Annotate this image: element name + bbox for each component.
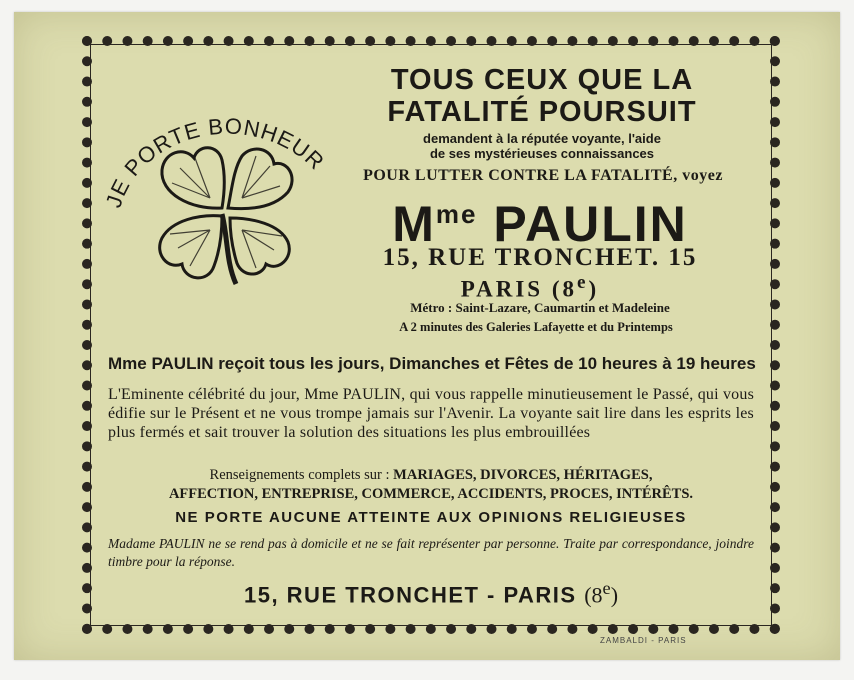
subheadline-line-2: de ses mystérieuses connaissances [429, 146, 655, 161]
seer-surname: PAULIN [493, 196, 688, 252]
services-lead: Renseignements complets sur : [209, 467, 394, 483]
headline [332, 64, 752, 128]
pour-lutter-line: POUR LUTTER CONTRE LA FATALITÉ, voyez [363, 167, 723, 184]
footer-arrondissement-close: ) [610, 582, 619, 608]
arrondissement-open: (8 [551, 276, 578, 302]
services-line-1: MARIAGES, DIVORCES, HÉRITAGES, [393, 467, 653, 483]
footer-arrondissement-open: (8 [584, 582, 603, 608]
charm-text: JE PORTE BONHEUR [100, 113, 330, 211]
footer-arrondissement-sup: e [602, 578, 611, 598]
seer-name [340, 186, 740, 252]
seer-address: 15, RUE TRONCHET. 15 [382, 244, 698, 271]
subheadline-line-1: demandent à la réputée voyante, l'aide [423, 131, 661, 146]
headline-line-2: FATALITÉ POURSUIT [387, 96, 697, 128]
description-paragraph: L'Eminente célébrité du jour, Mme PAULIN, qui vous rappelle minutieusement le Passé, qui vous édifie sur le Présent et ne vous trompe jamais sur l'Avenir. La voyante sait lire dans les esprits les plus fermés et sait trouver la solution des situations les plus embrouillées [108, 386, 754, 441]
printer-credit: ZAMBALDI - PARIS [600, 636, 687, 645]
minutes-line: A 2 minutes des Galeries Lafayette et du Printemps [399, 320, 673, 334]
services-line-2: AFFECTION, ENTREPRISE, COMMERCE, ACCIDENTS, PROCES, INTÉRÊTS. [168, 486, 694, 502]
seer-city [400, 272, 660, 303]
subheadline [380, 131, 704, 161]
correspondence-notice: Madame PAULIN ne se rend pas à domicile et ne se fait représenter par personne. Traite par correspondance, joindre timbre pour la réponse. [108, 536, 754, 569]
footer-address-text: 15, RUE TRONCHET - PARIS [243, 582, 577, 608]
religion-notice: NE PORTE AUCUNE ATTEINTE AUX OPINIONS RELIGIEUSES [175, 509, 687, 526]
services-list [108, 466, 754, 504]
four-leaf-clover-icon [150, 138, 300, 288]
arrondissement-sup: e [577, 272, 589, 293]
metro-line: Métro : Saint-Lazare, Caumartin et Madeleine [410, 300, 670, 315]
footer-address [108, 578, 754, 608]
headline-line-1: TOUS CEUX QUE LA [390, 64, 694, 96]
seer-title-prefix: M [392, 196, 436, 252]
arrondissement-close: ) [588, 276, 600, 302]
seer-title-sup: me [435, 199, 478, 229]
opening-hours: Mme PAULIN reçoit tous les jours, Dimanches et Fêtes de 10 heures à 19 heures [108, 354, 756, 373]
city-name: PARIS [460, 276, 544, 302]
